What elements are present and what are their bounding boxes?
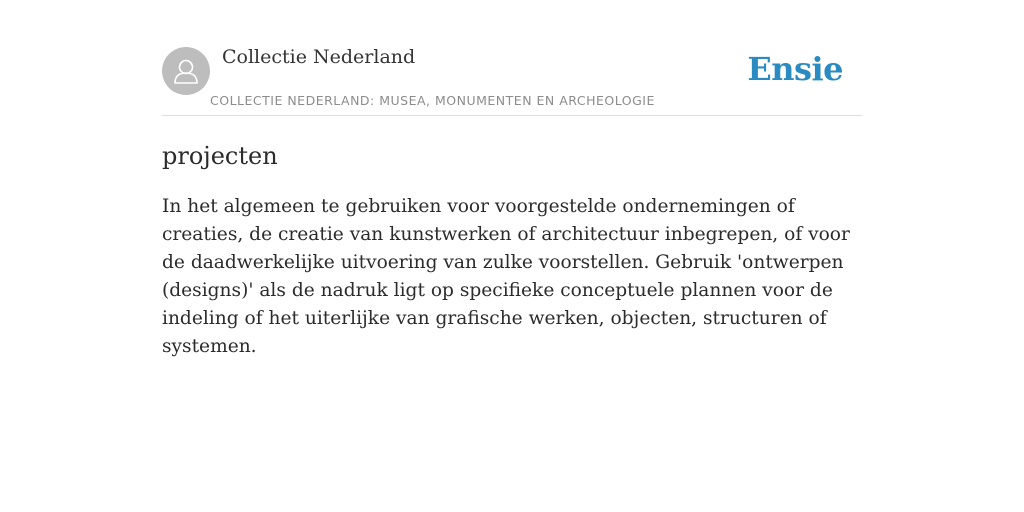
entry-header (162, 0, 862, 116)
user-silhouette-icon[interactable] (162, 47, 210, 95)
source-label[interactable]: COLLECTIE NEDERLAND: MUSEA, MONUMENTEN EN ARCHEOLOGIE (210, 93, 655, 108)
entry-term: projecten (162, 142, 278, 170)
entry-card (162, 0, 862, 361)
entry-definition: In het algemeen te gebruiken voor voorgestelde ondernemingen of creaties, de creatie van kunstwerken of architectuur inbegrepen, of voor de daadwerkelijke uitvoering van zulke voorstellen. Gebruik 'ontwerpen (designs)' als de nadruk ligt op specifieke conceptuele plannen voor de indeling of het uiterlijke van grafische werken, objecten, structuren of systemen. (162, 196, 850, 357)
brand-logo[interactable]: Ensie (747, 50, 843, 88)
author-name[interactable]: Collectie Nederland (222, 46, 416, 68)
